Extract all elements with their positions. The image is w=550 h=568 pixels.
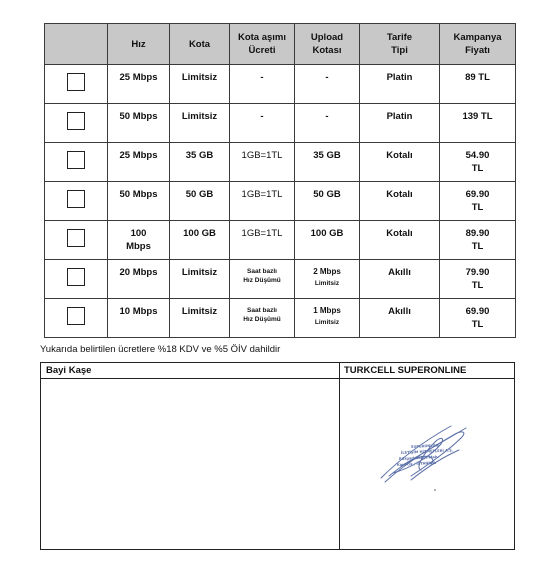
price-currency: TL <box>471 319 484 330</box>
upload-cell: - <box>295 104 360 143</box>
header-upload-line1: Upload <box>310 32 344 43</box>
price-cell: 139 TL <box>440 104 516 143</box>
select-cell <box>45 65 108 104</box>
tax-note: Yukarıda belirtilen ücretlere %18 KDV ve %5 ÖİV dahildir <box>40 344 281 355</box>
svg-text:İLETİŞİM HİZMETLERİ A.Ş.: İLETİŞİM HİZMETLERİ A.Ş. <box>400 448 454 455</box>
header-overage-line1: Kota aşımı <box>237 32 287 43</box>
tariff-cell: Kotalı <box>360 221 440 260</box>
tariff-cell: Platin <box>360 104 440 143</box>
upload-cell <box>295 260 360 299</box>
row-checkbox[interactable] <box>67 307 85 325</box>
price-cell <box>440 143 516 182</box>
quota-cell: Limitsiz <box>170 104 230 143</box>
quota-cell: 100 GB <box>170 221 230 260</box>
svg-text:Rüzgarlıbahçe Mah.: Rüzgarlıbahçe Mah. <box>398 454 439 461</box>
table-row <box>45 221 516 260</box>
header-upload <box>295 24 360 65</box>
quota-cell: 50 GB <box>170 182 230 221</box>
header-select <box>45 24 108 65</box>
svg-text:Kavacık / İSTANBUL: Kavacık / İSTANBUL <box>396 460 437 467</box>
speed-value: 100 <box>130 228 147 239</box>
select-cell <box>45 143 108 182</box>
quota-cell: Limitsiz <box>170 260 230 299</box>
speed-cell: 20 Mbps <box>108 260 170 299</box>
header-upload-line2: Kotası <box>312 45 342 56</box>
dealer-stamp-label: Bayi Kaşe <box>46 365 92 376</box>
company-label: TURKCELL SUPERONLINE <box>344 365 467 376</box>
header-price-line2: Fiyatı <box>465 45 490 56</box>
tariff-cell: Platin <box>360 65 440 104</box>
row-checkbox[interactable] <box>67 73 85 91</box>
overage-cell: - <box>230 104 295 143</box>
overage-line2: Hız Düşümü <box>243 277 281 284</box>
upload-cell: 100 GB <box>295 221 360 260</box>
select-cell <box>45 299 108 338</box>
table-row <box>45 65 516 104</box>
price-value: 89.90 <box>465 228 490 239</box>
header-tariff-line2: Tipi <box>391 45 408 56</box>
price-currency: TL <box>471 163 484 174</box>
row-checkbox[interactable] <box>67 229 85 247</box>
speed-cell: 10 Mbps <box>108 299 170 338</box>
tariff-cell: Akıllı <box>360 260 440 299</box>
header-speed: Hız <box>108 24 170 65</box>
header-overage-line2: Ücreti <box>248 45 276 56</box>
tariff-cell: Kotalı <box>360 182 440 221</box>
speed-cell: 50 Mbps <box>108 104 170 143</box>
overage-cell: 1GB=1TL <box>230 182 295 221</box>
stamp-box <box>40 362 515 550</box>
header-tariff-line1: Tarife <box>386 32 413 43</box>
upload-value: 2 Mbps <box>313 267 341 276</box>
header-price <box>440 24 516 65</box>
overage-line2: Hız Düşümü <box>243 316 281 323</box>
overage-cell <box>230 299 295 338</box>
select-cell <box>45 260 108 299</box>
price-value: 54.90 <box>465 150 490 161</box>
price-currency: TL <box>471 280 484 291</box>
header-tariff <box>360 24 440 65</box>
overage-cell: 1GB=1TL <box>230 143 295 182</box>
price-cell <box>440 260 516 299</box>
price-currency: TL <box>471 241 484 252</box>
price-currency: TL <box>471 202 484 213</box>
svg-text:SUPERONLINE: SUPERONLINE <box>410 443 440 449</box>
table-row <box>45 182 516 221</box>
row-checkbox[interactable] <box>67 112 85 130</box>
header-quota: Kota <box>170 24 230 65</box>
stamp-divider <box>339 363 340 549</box>
table-header-row <box>45 24 516 65</box>
upload-cell: 35 GB <box>295 143 360 182</box>
overage-cell: - <box>230 65 295 104</box>
quota-cell: Limitsiz <box>170 65 230 104</box>
upload-sub: Limitsiz <box>314 280 340 287</box>
speed-cell: 25 Mbps <box>108 65 170 104</box>
table-row <box>45 143 516 182</box>
select-cell <box>45 182 108 221</box>
upload-cell: 50 GB <box>295 182 360 221</box>
price-value: 79.90 <box>465 267 490 278</box>
speed-cell <box>108 221 170 260</box>
upload-cell: - <box>295 65 360 104</box>
overage-cell <box>230 260 295 299</box>
quota-cell: 35 GB <box>170 143 230 182</box>
header-price-line1: Kampanya <box>453 32 502 43</box>
row-checkbox[interactable] <box>67 190 85 208</box>
select-cell <box>45 104 108 143</box>
tariff-cell: Kotalı <box>360 143 440 182</box>
tariff-cell: Akıllı <box>360 299 440 338</box>
overage-cell: 1GB=1TL <box>230 221 295 260</box>
speed-cell: 50 Mbps <box>108 182 170 221</box>
row-checkbox[interactable] <box>67 268 85 286</box>
price-value: 69.90 <box>465 306 490 317</box>
price-cell <box>440 221 516 260</box>
price-cell: 89 TL <box>440 65 516 104</box>
table-row <box>45 299 516 338</box>
overage-line1: Saat bazlı <box>247 307 277 314</box>
overage-line1: Saat bazlı <box>247 268 277 275</box>
price-cell <box>440 299 516 338</box>
table-row <box>45 260 516 299</box>
upload-sub: Limitsiz <box>314 319 340 326</box>
header-overage <box>230 24 295 65</box>
upload-cell <box>295 299 360 338</box>
select-cell <box>45 221 108 260</box>
price-cell <box>440 182 516 221</box>
speed-unit: Mbps <box>126 241 151 252</box>
quota-cell: Limitsiz <box>170 299 230 338</box>
price-value: 69.90 <box>465 189 490 200</box>
signature-stamp <box>371 418 491 493</box>
row-checkbox[interactable] <box>67 151 85 169</box>
upload-value: 1 Mbps <box>313 306 341 315</box>
table-row <box>45 104 516 143</box>
tariff-table <box>44 23 516 338</box>
speed-cell: 25 Mbps <box>108 143 170 182</box>
